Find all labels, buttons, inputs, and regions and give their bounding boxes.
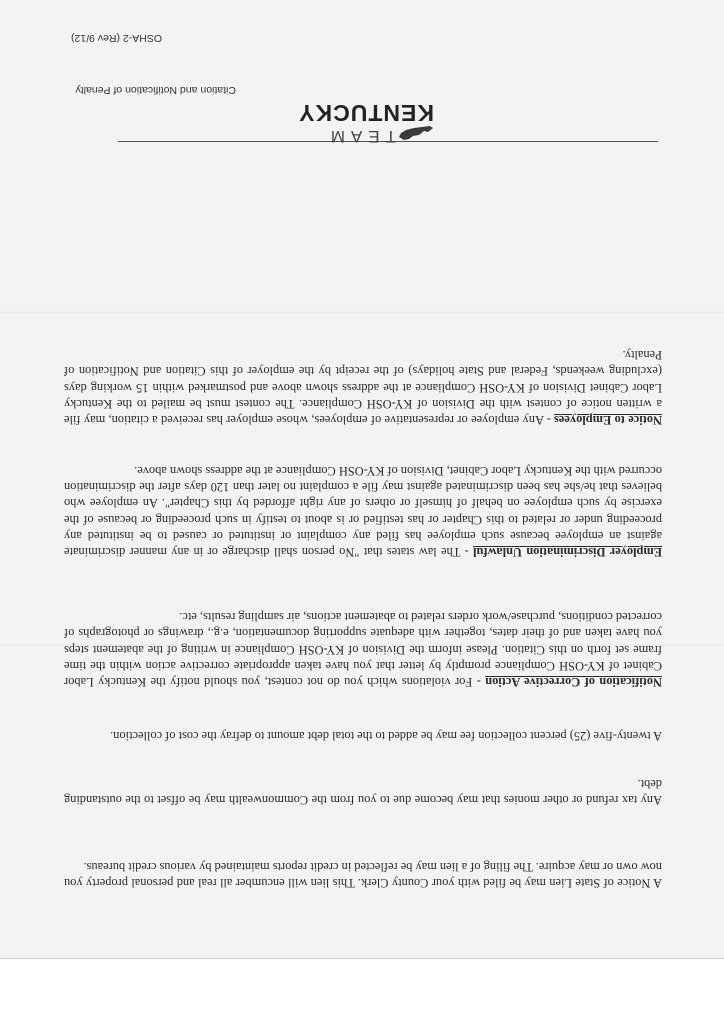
logo-kentucky-text: KENTUCKY — [298, 100, 434, 126]
corrective-action-body: - For violations which you do not contest, you should notify the Kentucky Labor Cabinet of KY-OSH Compliance promptly by letter that you have taken appropriate corrective action within the time frame set forth on this Citation. Please inform the Division of KY-OSH Compliance in writing of the abatement steps you have taken and of their dates, together with adequate supporting documentation, e.g., drawings or photographs of corrected conditions, purchase/work orders related to abatement actions, air sampling results, etc. — [64, 610, 662, 689]
document-title: Citation and Notification of Penalty — [75, 84, 236, 96]
tax-refund-paragraph: Any tax refund or other monies that may become due to you from the Commonwealth may be offset to the outstanding debt. — [64, 776, 662, 807]
corrective-action-paragraph — [64, 609, 662, 690]
kentucky-state-icon — [398, 124, 434, 142]
logo-team-text: TEAM — [324, 127, 396, 146]
collection-fee-paragraph: A twenty-five (25) percent collection fee may be added to the total debt amount to defray the cost of collection. — [110, 729, 662, 743]
notice-to-employees-body: - Any employee or representative of employees, whose employer has received a citation, may file a written notice of contest with the Division of KY-OSH Compliance. The contest must be mailed to the Kentucky Labor Cabinet Division of KY-OSH Compliance at the address shown above and postmarked within 15 working days (excluding weekends, Federal and State holidays) of the receipt by the employer of this Citation and Notification of Penalty. — [64, 348, 662, 427]
notice-to-employees-heading: Notice to Employees — [554, 413, 662, 427]
paper-fold-line — [0, 311, 724, 313]
corrective-action-heading: Notification of Corrective Action — [485, 675, 662, 689]
discrimination-paragraph — [64, 463, 662, 560]
lien-paragraph: A Notice of State Lien may be filed with your County Clerk. This lien will encumber all real and personal property you now own or may acquire. The filing of a lien may be reflected in credit reports maintained by various credit bureaus. — [64, 859, 662, 890]
discrimination-body: - The law states that "No person shall discharge or in any manner discriminate against an employee because such employee has filed any complaint or instituted or caused to be instituted any proceeding under or related to this Chapter or has testified or is about to testify in such proceeding or because of the exercise by such employee on behalf of himself or others of any right afforded by this Chapter". An employee who believes that he/she has been discriminated against may file a complaint no later than 120 days after the discrimination occurred with the Kentucky Labor Cabinet, Division of KY-OSH Compliance at the address shown above. — [64, 463, 662, 559]
discrimination-heading: Employer Discrimination Unlawful — [473, 545, 662, 559]
notice-to-employees-paragraph — [64, 347, 662, 428]
form-number: OSHA-2 (Rev 9/12) — [70, 32, 162, 44]
team-kentucky-logo — [254, 86, 434, 146]
